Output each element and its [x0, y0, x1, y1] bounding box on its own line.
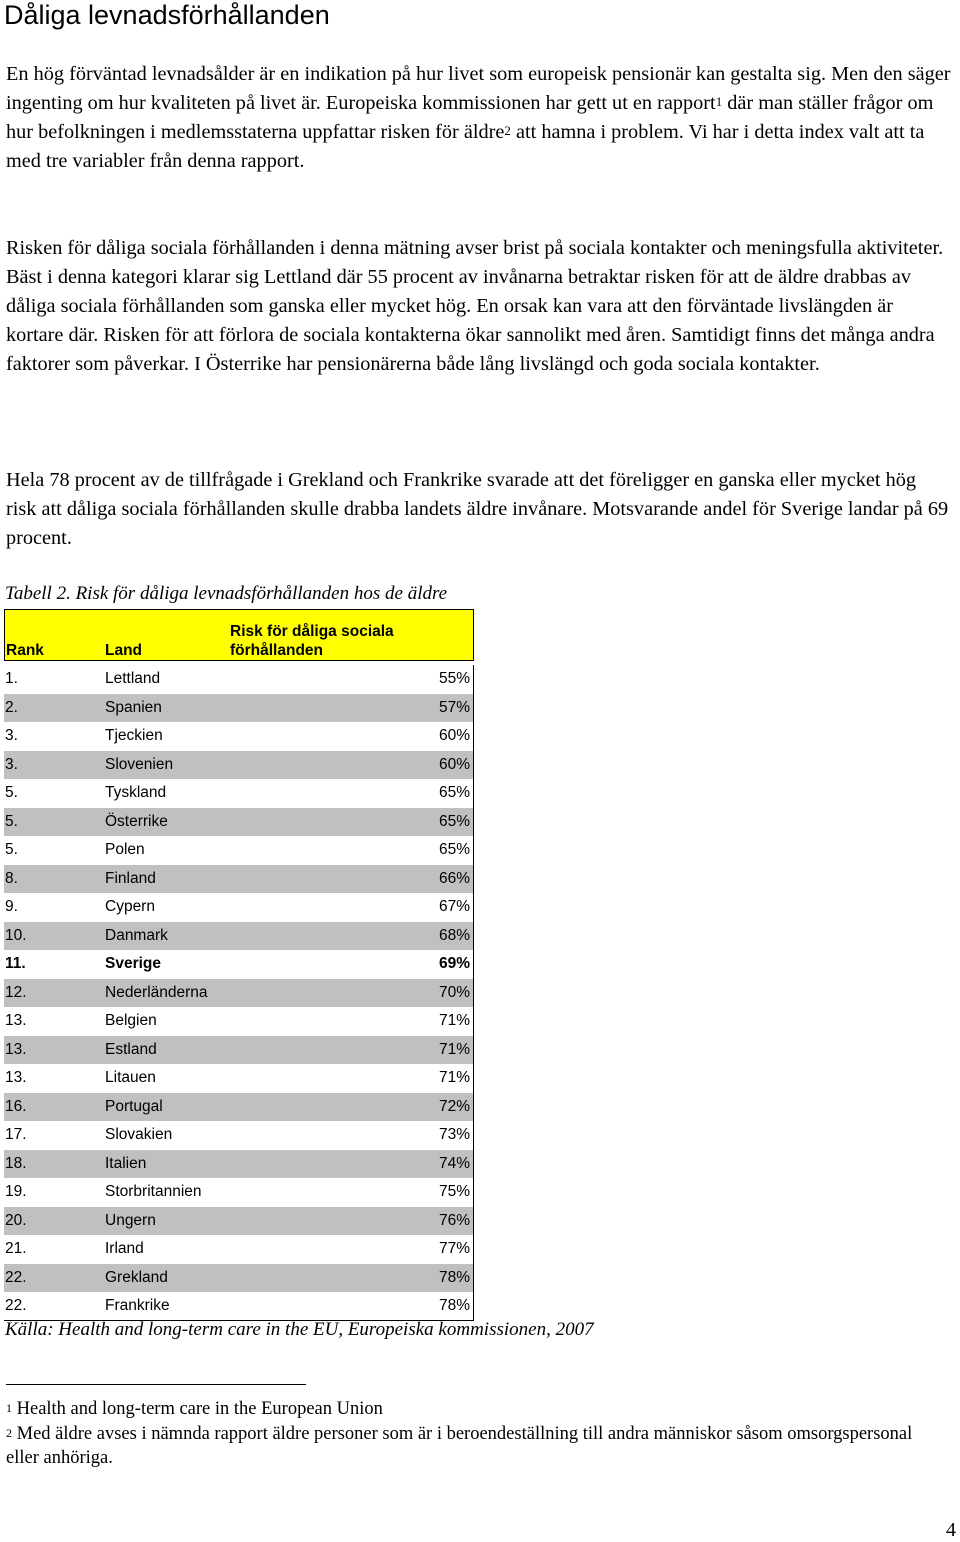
- rank-cell: 21.: [5, 1240, 27, 1257]
- risk-cell: 78%: [438, 1297, 470, 1314]
- risk-cell: 65%: [438, 784, 470, 801]
- column-header-rank: Rank: [6, 642, 44, 659]
- intro-paragraph: [6, 60, 951, 176]
- risk-cell: 73%: [438, 1126, 470, 1143]
- risk-cell: 76%: [438, 1211, 470, 1229]
- risk-cell: 57%: [438, 698, 470, 716]
- footnote-text: Health and long-term care in the European Union: [12, 1399, 383, 1419]
- risk-cell: 74%: [438, 1154, 470, 1172]
- table-row: [4, 1121, 474, 1150]
- table-row: [4, 950, 474, 979]
- country-cell: Spanien: [105, 698, 162, 716]
- risk-cell: 71%: [438, 1040, 470, 1058]
- country-cell: Österrike: [105, 812, 168, 830]
- rank-cell: 19.: [5, 1183, 27, 1200]
- rank-cell: 12.: [5, 983, 27, 1001]
- risk-cell: 60%: [438, 727, 470, 744]
- risk-cell: 72%: [438, 1097, 470, 1115]
- table-row: [4, 893, 474, 922]
- page-number: 4: [946, 1519, 956, 1541]
- risk-cell: 75%: [438, 1183, 470, 1200]
- table-row: [4, 1036, 474, 1065]
- risk-cell: 69%: [438, 955, 470, 972]
- column-header-risk: [230, 622, 394, 660]
- rank-cell: 11.: [5, 955, 26, 972]
- country-cell: Cypern: [105, 898, 155, 915]
- table-source: Källa: Health and long-term care in the EU, Europeiska kommissionen, 2007: [5, 1319, 594, 1340]
- risk-cell: 71%: [438, 1012, 470, 1029]
- table-row: [4, 836, 474, 865]
- paragraph-text: att hamna i problem. Vi har i detta index valt att ta med tre variabler från denna rapport.: [6, 121, 925, 172]
- table-row: [4, 694, 474, 723]
- table-row: [4, 1264, 474, 1293]
- risk-cell: 66%: [438, 869, 470, 887]
- table-header: [4, 609, 474, 661]
- table-row: [4, 722, 474, 751]
- rank-cell: 5.: [5, 841, 18, 858]
- country-cell: Danmark: [105, 926, 168, 944]
- table-row: [4, 751, 474, 780]
- footnote-divider: [6, 1384, 306, 1385]
- country-cell: Finland: [105, 869, 156, 887]
- country-cell: Lettland: [105, 670, 161, 687]
- footnote-number: 1: [6, 1401, 12, 1415]
- table-row: [4, 1178, 474, 1207]
- footnote-ref-1[interactable]: 1: [715, 94, 723, 109]
- rank-cell: 5.: [5, 784, 18, 801]
- rank-cell: 8.: [5, 869, 18, 887]
- column-header-risk-line1: Risk för dåliga sociala: [230, 623, 394, 640]
- country-cell: Frankrike: [105, 1297, 170, 1314]
- table-row: [4, 779, 474, 808]
- risk-cell: 65%: [438, 812, 470, 830]
- country-cell: Tjeckien: [105, 727, 163, 744]
- risk-cell: 70%: [438, 983, 470, 1001]
- footnote-number: 2: [6, 1426, 12, 1440]
- country-cell: Slovenien: [105, 755, 174, 773]
- risk-cell: 71%: [438, 1069, 470, 1086]
- table-row: [4, 1150, 474, 1179]
- rank-cell: 5.: [5, 812, 18, 830]
- country-cell: Storbritannien: [105, 1183, 202, 1200]
- footnote-text: Med äldre avses i nämnda rapport äldre personer som är i beroendeställning till andra människor såsom omsorgspersonal eller anhöriga.: [6, 1424, 913, 1468]
- table-row: [4, 808, 474, 837]
- table-row: [4, 1292, 474, 1321]
- rank-cell: 16.: [5, 1097, 27, 1115]
- rank-cell: 17.: [5, 1126, 27, 1143]
- rank-cell: 20.: [5, 1211, 27, 1229]
- table-row: [4, 1007, 474, 1036]
- table-row: [4, 865, 474, 894]
- rank-cell: 13.: [5, 1012, 27, 1029]
- rank-cell: 13.: [5, 1069, 27, 1086]
- paragraph-text: En hög förväntad levnadsålder är en indikation på hur livet som europeisk pensionär kan gestalta sig. Men den säger ingenting om hur kvaliteten på livet är. Europeiska kommissionen har gett ut en rapport: [6, 63, 951, 114]
- column-header-land: Land: [105, 642, 143, 659]
- rank-cell: 9.: [5, 898, 18, 915]
- social-risk-paragraph: Risken för dåliga sociala förhållanden i denna mätning avser brist på sociala kontakter och meningsfulla aktiviteter. Bäst i denna kategori klarar sig Lettland där 55 procent av invånarna betraktar risken för att de äldre drabbas av dåliga sociala förhållanden som ganska eller mycket hög. En orsak kan vara att den förväntade livslängden är kortare där. Risken för att förlora de sociala kontakterna ökar sannolikt med åren. Samtidigt finns det många andra faktorer som påverkar. I Österrike har pensionärerna både lång livslängd och goda sociala kontakter.: [6, 237, 944, 375]
- column-header-risk-line2: förhållanden: [230, 642, 324, 659]
- risk-cell: 65%: [438, 841, 470, 858]
- table-row: [4, 665, 474, 694]
- table-row: [4, 979, 474, 1008]
- rank-cell: 13.: [5, 1040, 27, 1058]
- table-row: [4, 1064, 474, 1093]
- country-cell: Polen: [105, 841, 145, 858]
- risk-cell: 68%: [438, 926, 470, 944]
- rank-cell: 3.: [5, 727, 18, 744]
- country-cell: Sverige: [105, 955, 162, 972]
- risk-cell: 55%: [438, 670, 470, 687]
- country-cell: Estland: [105, 1040, 157, 1058]
- country-cell: Belgien: [105, 1012, 157, 1029]
- country-cell: Tyskland: [105, 784, 167, 801]
- country-cell: Portugal: [105, 1097, 163, 1115]
- rank-cell: 18.: [5, 1154, 27, 1172]
- footnote-2: [6, 1422, 946, 1470]
- table-caption: Tabell 2. Risk för dåliga levnadsförhållanden hos de äldre: [5, 583, 448, 604]
- risk-cell: 67%: [438, 898, 470, 915]
- rank-cell: 2.: [5, 698, 18, 716]
- country-cell: Irland: [105, 1240, 144, 1257]
- country-cell: Italien: [105, 1154, 147, 1172]
- risk-cell: 78%: [438, 1268, 470, 1286]
- greece-france-paragraph: Hela 78 procent av de tillfrågade i Grekland och Frankrike svarade att det föreligger en ganska eller mycket hög risk att dåliga sociala förhållanden skulle drabba landets äldre invånare. Motsvarande andel för Sverige landar på 69 procent.: [6, 469, 949, 549]
- rank-cell: 22.: [5, 1268, 27, 1286]
- table-row: [4, 1207, 474, 1236]
- table-row: [4, 922, 474, 951]
- rank-cell: 1.: [5, 670, 18, 687]
- rank-cell: 22.: [5, 1297, 27, 1314]
- table-row: [4, 1093, 474, 1122]
- page-title: Dåliga levnadsförhållanden: [4, 0, 330, 30]
- risk-cell: 77%: [438, 1240, 470, 1257]
- table-row: [4, 1235, 474, 1264]
- rank-cell: 10.: [5, 926, 27, 944]
- country-cell: Ungern: [105, 1211, 156, 1229]
- country-cell: Grekland: [105, 1268, 168, 1286]
- footnote-ref-2[interactable]: 2: [504, 123, 511, 138]
- rank-cell: 3.: [5, 755, 18, 773]
- country-cell: Litauen: [105, 1069, 156, 1086]
- risk-cell: 60%: [438, 755, 470, 773]
- country-cell: Slovakien: [105, 1126, 173, 1143]
- country-cell: Nederländerna: [105, 983, 208, 1001]
- footnote-1: [6, 1397, 946, 1421]
- table-body: [4, 665, 474, 1321]
- risk-table: [4, 609, 474, 1321]
- paragraph-text: där man ställer frågor om hur befolkningen i medlemsstaterna uppfattar risken för äldre: [6, 92, 934, 143]
